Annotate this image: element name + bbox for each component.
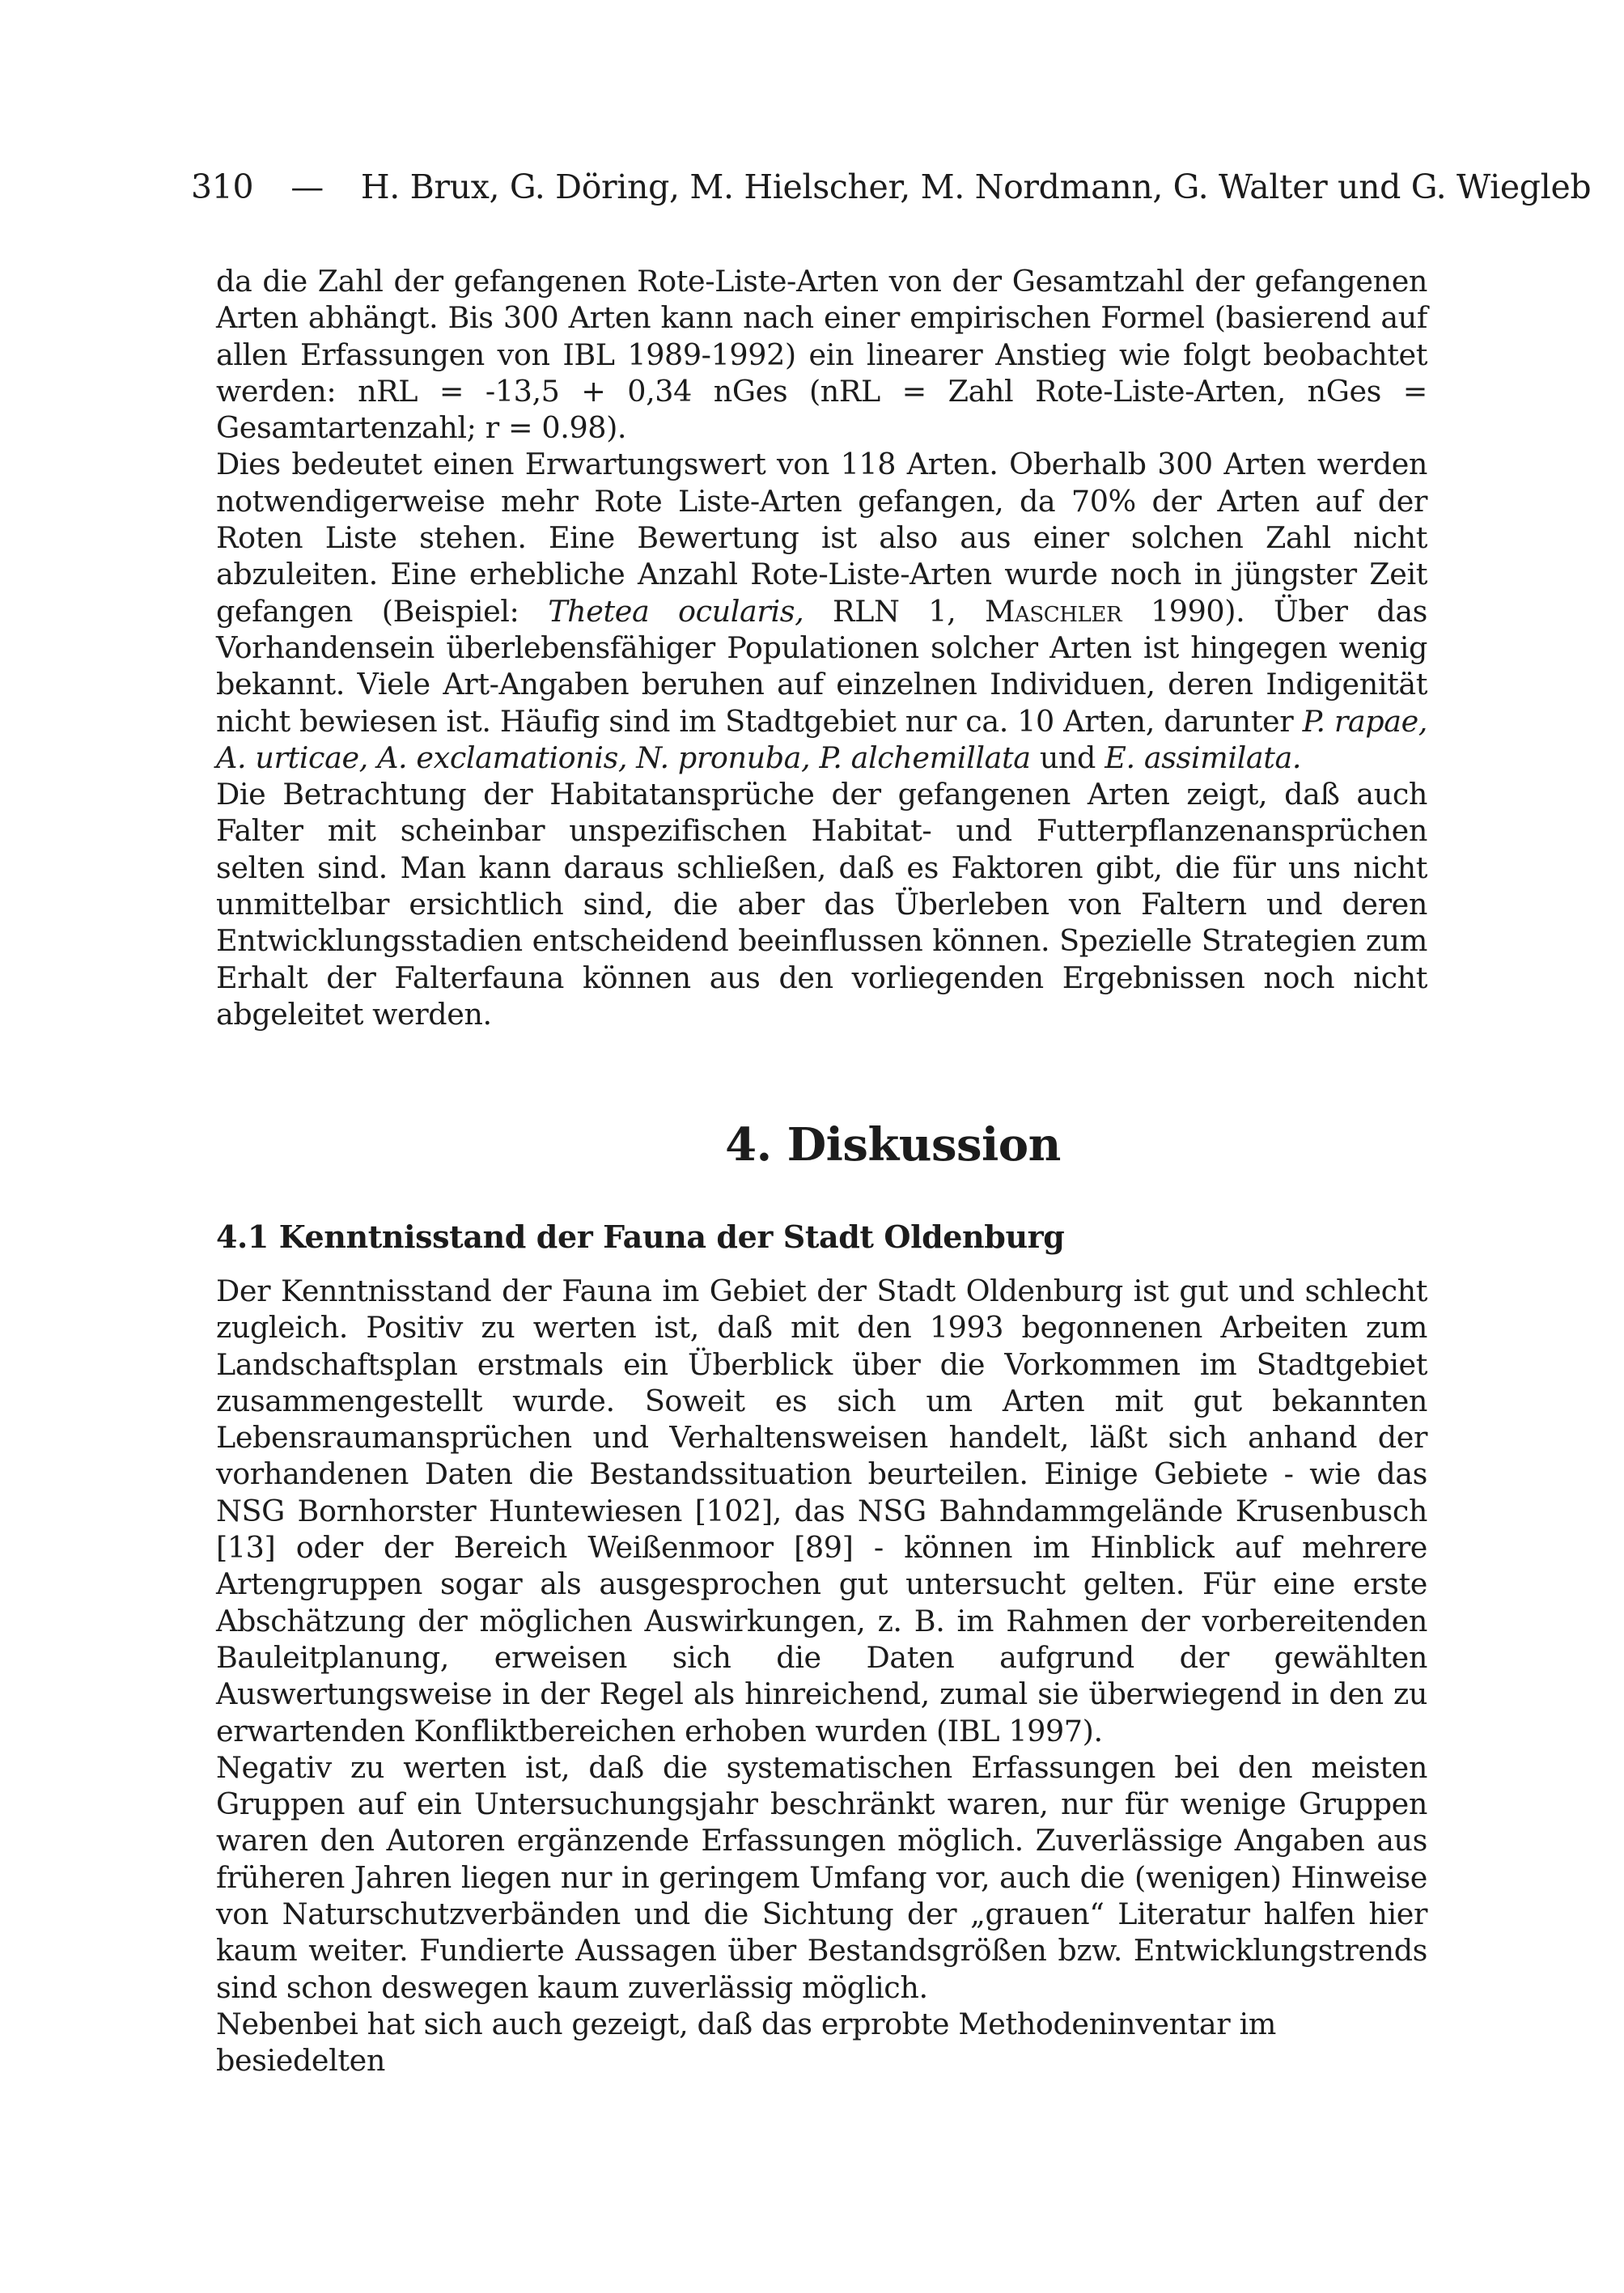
paragraph-formula: da die Zahl der gefangenen Rote-Liste-Arten von der Gesamtzahl der gefangenen Arten abhängt. Bis 300 Arten kann nach einer empirischen Formel (basierend auf allen Erfassungen von IBL 1989-1992) ein linearer Anstieg wie folgt beobachtet werden: nRL = -13,5 + 0,34 nGes (nRL = Zahl Rote-Liste-Arten, nGes = Gesamtartenzahl; r = 0.98). (216, 264, 1427, 446)
paragraph-habitat: Die Betrachtung der Habitatansprüche der gefangenen Arten zeigt, daß auch Falter mit scheinbar unspezifischen Habitat- und Futterpflanzenansprüchen selten sind. Man kann daraus schließen, daß es Faktoren gibt, die für uns nicht unmittelbar ersichtlich sind, die aber das Überleben von Faltern und deren Entwicklungsstadien entscheidend beeinflussen können. Spezielle Strategien zum Erhalt der Falterfauna können aus den vorliegenden Ergebnissen noch nicht abgeleitet werden. (216, 777, 1427, 1032)
citation-author: Maschler (985, 593, 1122, 629)
paragraph-methods: Nebenbei hat sich auch gezeigt, daß das erprobte Methodeninventar im besiedelten (216, 2006, 1276, 2079)
subsection-title: 4.1 Kenntnisstand der Fauna der Stadt Oldenburg (216, 1219, 1065, 1255)
running-header (191, 167, 1592, 207)
species-name: Thetea ocularis, (548, 593, 804, 629)
species-list: P. rapae, A. urticae, A. exclamationis, N. pronuba, P. alchemillata (216, 703, 1428, 775)
text-run: RLN 1, (804, 593, 986, 629)
header-dash: — (290, 167, 324, 206)
text-run: 1990). Über das Vorhandensein überlebensfähiger Populationen solcher Arten ist hingegen wenig bekannt. Viele Art-Angaben beruhen auf einzelnen Individuen, deren Indigenität nicht bewiesen ist. Häufig sind im Stadtgebiet nur ca. 10 Arten, darunter (216, 593, 1428, 739)
text-run: Dies bedeutet einen Erwartungswert von 118 Arten. Oberhalb 300 Arten werden notwendigerweise mehr Rote Liste-Arten gefangen, da 70% der Arten auf der Roten Liste stehen. Eine Bewertung ist also aus einer solchen Zahl nicht abzuleiten. Eine erhebliche Anzahl Rote-Liste-Arten wurde noch in jüngster Zeit gefangen (Beispiel: (216, 447, 1427, 629)
text-run: und (1030, 740, 1105, 775)
header-authors: H. Brux, G. Döring, M. Hielscher, M. Nordmann, G. Walter und G. Wiegleb (360, 167, 1592, 206)
paragraph-negative: Negativ zu werten ist, daß die systematischen Erfassungen bei den meisten Gruppen auf ein Untersuchungsjahr beschränkt waren, nur für wenige Gruppen waren den Autoren ergänzende Erfassungen möglich. Zuverlässige Angaben aus früheren Jahren liegen nur in geringem Umfang vor, auch die (wenigen) Hinweise von Naturschutzverbänden und die Sichtung der „grauen“ Literatur halfen hier kaum weiter. Fundierte Aussagen über Bestandsgrößen bzw. Entwicklungstrends sind schon deswegen kaum zuverlässig möglich. (216, 1749, 1427, 2005)
text-block-discussion (216, 1273, 1427, 2079)
paragraph-knowledge: Der Kenntnisstand der Fauna im Gebiet der Stadt Oldenburg ist gut und schlecht zugleich. Positiv zu werten ist, daß mit den 1993 begonnenen Arbeiten zum Landschaftsplan erstmals ein Überblick über die Vorkommen im Stadtgebiet zusammengestellt wurde. Soweit es sich um Arten mit gut bekannten Lebensraumansprüchen und Verhaltensweisen handelt, läßt sich anhand der vorhandenen Daten die Bestandssituation beurteilen. Einige Gebiete - wie das NSG Bornhorster Huntewiesen [102], das NSG Bahndammgelände Krusenbusch [13] oder der Bereich Weißenmoor [89] - können im Hinblick auf mehrere Artengruppen sogar als ausgesprochen gut untersucht gelten. Für eine erste Abschätzung der möglichen Auswirkungen, z. B. im Rahmen der vorbereitenden Bauleitplanung, erweisen sich die Daten aufgrund der gewählten Auswertungsweise in der Regel als hinreichend, zumal sie überwiegend in den zu erwartenden Konfliktbereichen erhoben wurden (IBL 1997). (216, 1274, 1427, 1748)
page-number: 310 (191, 167, 254, 206)
text-block-results (216, 263, 1427, 1032)
paragraph-expectation (216, 446, 1427, 776)
section-title: 4. Diskussion (725, 1118, 1061, 1172)
species-name: E. assimilata. (1105, 740, 1302, 775)
